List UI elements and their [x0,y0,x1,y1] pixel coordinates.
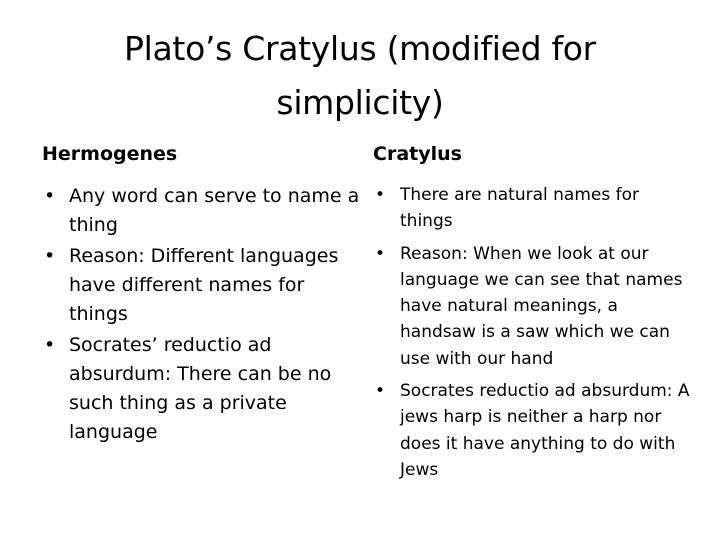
slide-title: Plato’s Cratylus (modified for simplicity) [124,29,596,122]
hermogenes-column [42,142,360,449]
bullet-text: Reason: Different languages have different names for things [69,245,339,325]
hermogenes-heading: Hermogenes [42,143,178,165]
hermogenes-bullet [42,242,360,329]
bullet-text: There are natural names for things [400,185,640,232]
cratylus-heading: Cratylus [373,143,462,165]
bullet-dot-icon: • [375,243,386,264]
bullet-text: Any word can serve to name a thing [69,185,360,236]
hermogenes-bullet-list [42,182,360,447]
hermogenes-bullet [42,182,360,240]
hermogenes-bullet [42,331,360,447]
cratylus-bullet [373,182,693,235]
cratylus-bullet [373,378,693,483]
bullet-text: Socrates reductio ad absurdum: A jews harp is neither a harp nor does it have anything to do with Jews [400,381,690,480]
bullet-dot-icon: • [44,334,56,356]
bullet-dot-icon: • [44,185,56,207]
cratylus-column [373,142,693,489]
cratylus-bullet-list [373,182,693,483]
bullet-dot-icon: • [375,381,386,402]
bullet-dot-icon: • [375,185,386,205]
bullet-dot-icon: • [44,245,56,267]
bullet-text: Socrates’ reductio ad absurdum: There can be no such thing as a private language [69,334,332,443]
cratylus-bullet [373,241,693,372]
bullet-text: Reason: When we look at our language we can see that names have natural meanings, a handsaw is a saw which we can use with our hand [400,243,683,369]
